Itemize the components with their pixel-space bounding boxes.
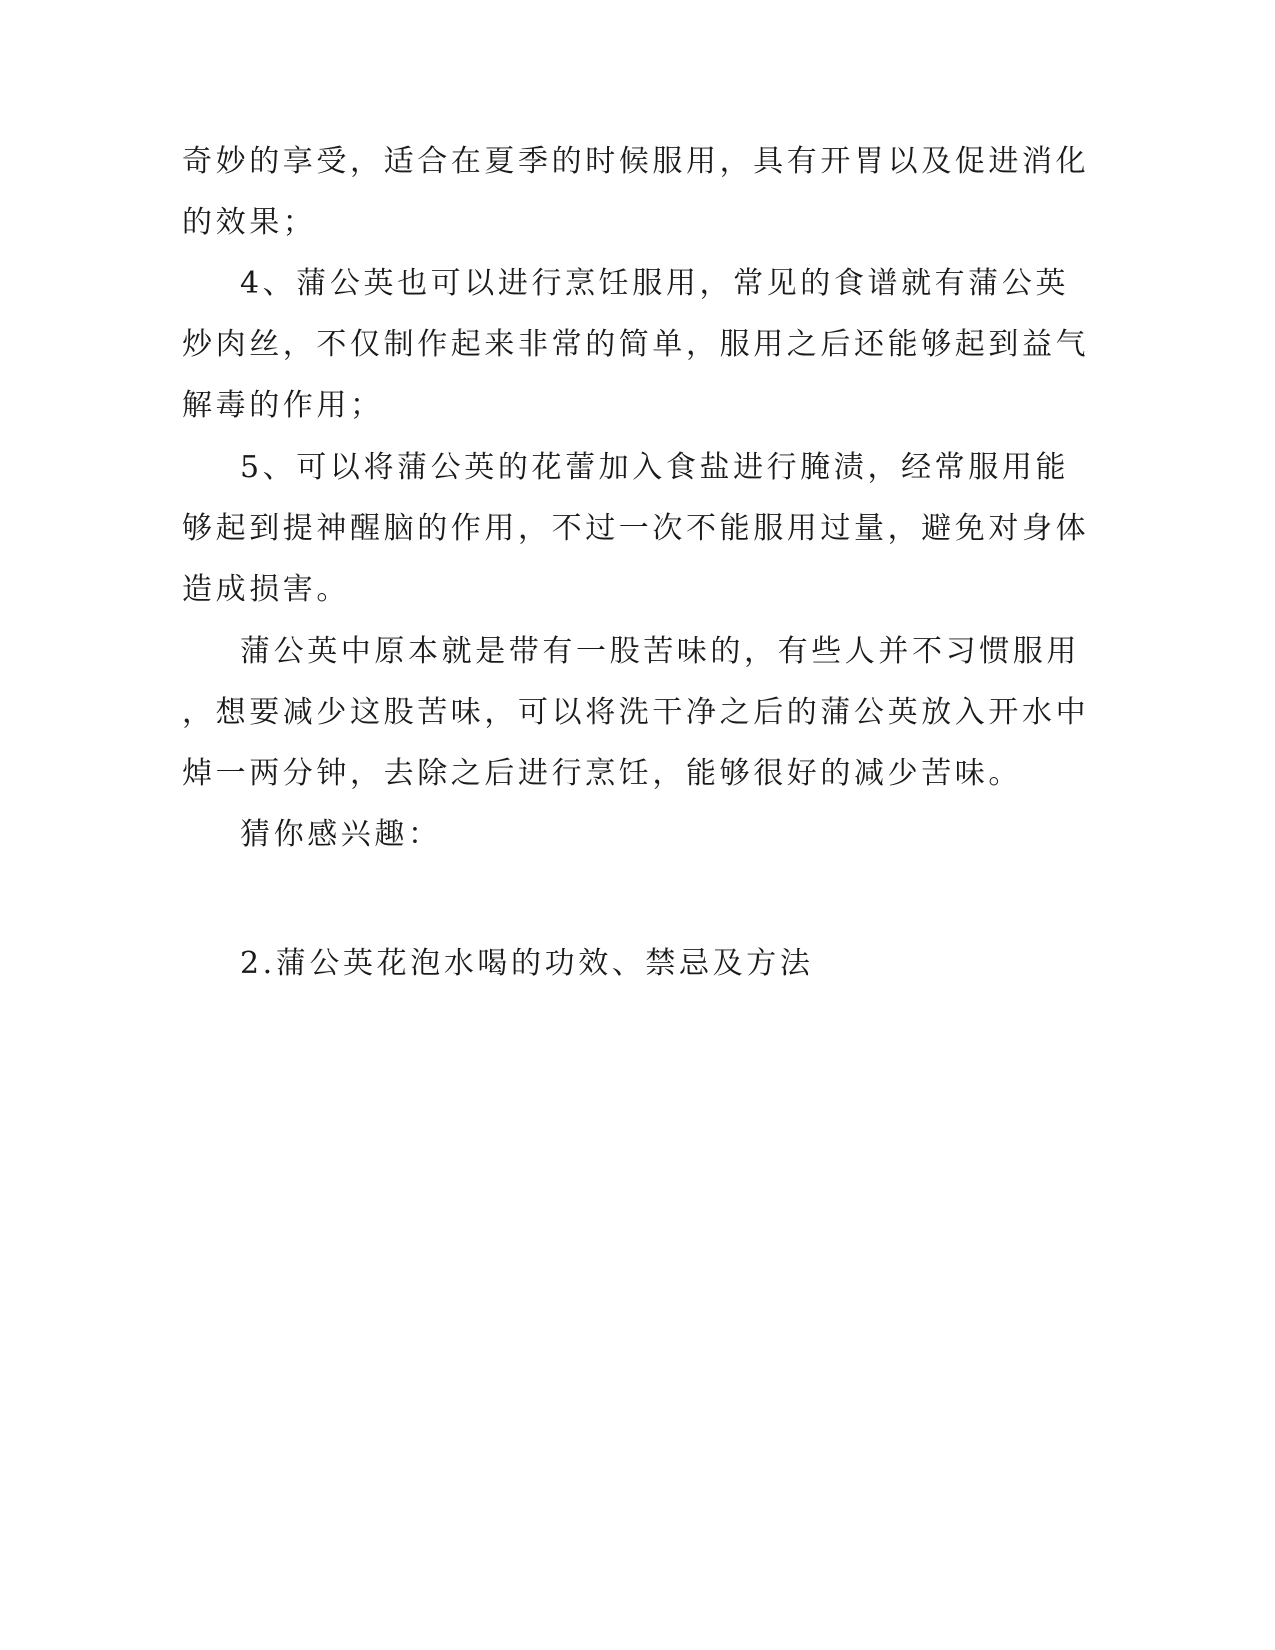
paragraph-line: 解毒的作用；: [182, 388, 384, 423]
list-item-4-line: 4、蒲公英也可以进行烹饪服用，常见的食谱就有蒲公英: [240, 266, 1070, 301]
related-link[interactable]: 2.蒲公英花泡水喝的功效、禁忌及方法: [240, 946, 814, 981]
paragraph-line: ，想要减少这股苦味，可以将洗干净之后的蒲公英放入开水中: [182, 695, 1090, 730]
list-item-5-line: 5、可以将蒲公英的花蕾加入食盐进行腌渍，经常服用能: [240, 450, 1070, 485]
paragraph-line: 造成损害。: [182, 572, 350, 607]
related-heading: 猜你感兴趣：: [240, 817, 442, 852]
paragraph-line: 炒肉丝，不仅制作起来非常的简单，服用之后还能够起到益气: [182, 327, 1090, 362]
paragraph-line: 蒲公英中原本就是带有一股苦味的，有些人并不习惯服用: [240, 634, 1080, 669]
paragraph-line: 够起到提神醒脑的作用，不过一次不能服用过量，避免对身体: [182, 511, 1090, 546]
paragraph-line: 焯一两分钟，去除之后进行烹饪，能够很好的减少苦味。: [182, 756, 1022, 791]
paragraph-line: 奇妙的享受，适合在夏季的时候服用，具有开胃以及促进消化: [182, 144, 1090, 179]
paragraph-line: 的效果；: [182, 205, 317, 240]
